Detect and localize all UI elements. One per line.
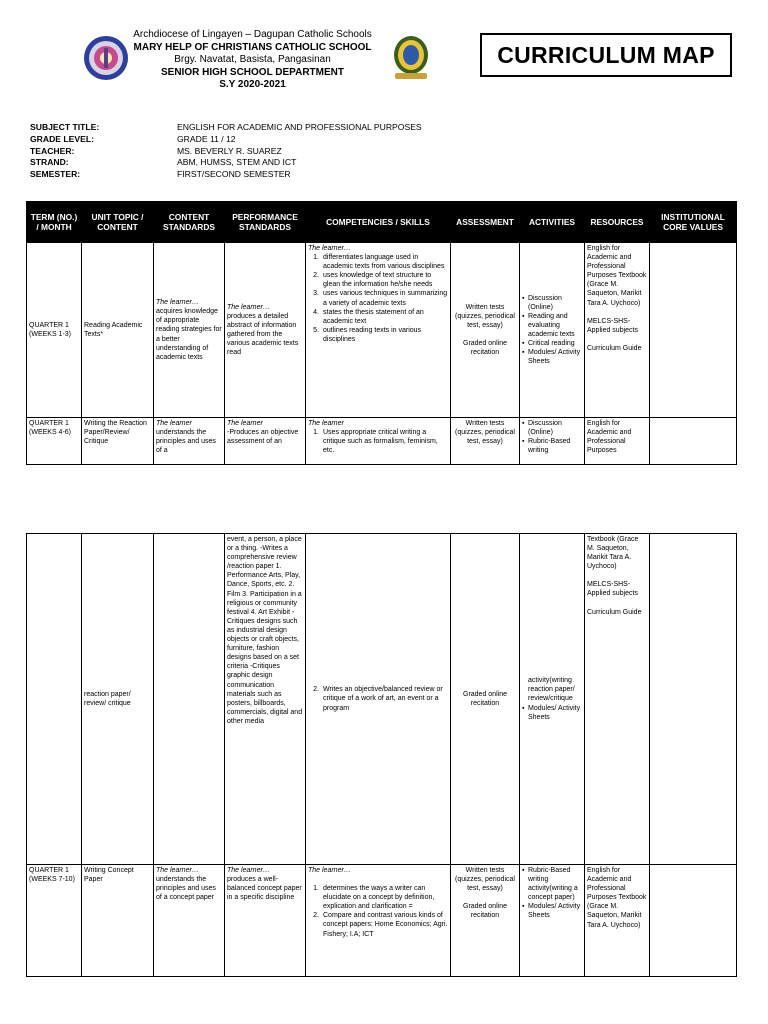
content-standards-cell: [154, 418, 225, 465]
activity-item: ▪ Rubric-Based writing activity(writing a concept paper): [522, 866, 582, 902]
meta-value: ABM, HUMSS, STEM AND ICT: [177, 157, 297, 168]
competency-item: 2. uses knowledge of text structure to glean the information he/she needs: [313, 272, 433, 289]
assessment-cell: [451, 243, 520, 418]
learner-intro: The learner…: [227, 303, 270, 311]
content-standards-cell: [154, 865, 225, 977]
learner-intro: The learner…: [227, 867, 270, 874]
subject-title-row: [30, 122, 480, 134]
meta-label: SEMESTER:: [30, 169, 81, 180]
performance-standards-cell: [225, 243, 306, 418]
department-name: SENIOR HIGH SCHOOL DEPARTMENT: [161, 66, 344, 78]
archdiocese-line: Archdiocese of Lingayen – Dagupan Catholic Schools: [133, 29, 372, 40]
standard-text: produces a well-balanced concept paper in a specific discipline: [227, 876, 302, 902]
meta-label: STRAND:: [30, 157, 69, 168]
resource-text: Textbook (Grace M. Saqueton, Marikit Tara A. Uychoco): [587, 536, 639, 571]
column-header: PERFORMANCE STANDARDS: [225, 202, 306, 243]
meta-value: FIRST/SECOND SEMESTER: [177, 169, 291, 180]
meta-value: GRADE 11 / 12: [177, 133, 236, 144]
column-header: CONTENT STANDARDS: [154, 202, 225, 243]
competency-item: 2. Writes an objective/balanced review or critique of a work of art, an event or a program: [313, 686, 443, 712]
resource-text: English for Academic and Professional Purposes Textbook (Grace M. Saqueton, Marikit Tara A. Uychoco): [587, 245, 647, 307]
table-header-row: [27, 202, 737, 243]
school-name: MARY HELP OF CHRISTIANS CATHOLIC SCHOOL: [133, 41, 372, 53]
term-cell: QUARTER 1 (WEEKS 1-3): [27, 243, 82, 418]
activity-item: ▪ Reading and evaluating academic texts: [522, 312, 582, 339]
core-values-cell: [650, 865, 737, 977]
activities-cell: [520, 865, 585, 977]
meta-value: ENGLISH FOR ACADEMIC AND PROFESSIONAL PURPOSES: [177, 122, 422, 132]
meta-label: GRADE LEVEL:: [30, 133, 94, 144]
competency-item: 1. Uses appropriate critical writing a critique such as formalism, feminism, etc.: [313, 429, 438, 455]
competencies-cell: [306, 418, 451, 465]
meta-label: SUBJECT TITLE:: [30, 122, 100, 132]
curriculum-table-page-1: [26, 201, 737, 465]
column-header: TERM (NO.) / MONTH: [27, 202, 82, 243]
competency-item: 2. Compare and contrast various kinds of concept papers: Home Economics; Agri. Fishery; I.A; ICT: [313, 912, 448, 938]
standard-text: produces a detailed abstract of information gathered from the various academic texts read: [227, 312, 299, 357]
topic-cell: Writing the Reaction Paper/Review/ Critique: [82, 418, 154, 465]
assessment-cell: Written tests (quizzes, periodical test, essay): [451, 418, 520, 465]
topic-cell: Reading Academic Texts*: [82, 243, 154, 418]
table-row: [27, 865, 737, 977]
standard-text: acquires knowledge of appropriate reading strategies for a better understanding of academic texts: [156, 308, 222, 361]
learner-intro: The learner…: [308, 867, 351, 874]
document-header: [0, 0, 768, 110]
competency-item: 3. uses various techniques in summarizing a variety of academic texts: [313, 290, 448, 307]
standard-text: -Produces an objective assessment of an: [227, 429, 299, 446]
content-standards-cell: [154, 243, 225, 418]
learner-intro: The learner…: [156, 867, 199, 874]
school-year: S.Y 2020-2021: [219, 79, 286, 90]
activities-cell: [520, 534, 585, 865]
performance-standards-cell: [225, 865, 306, 977]
competency-item: 5. outlines reading texts in various disciplines: [313, 326, 422, 343]
competency-item: 1. differentiates language used in academic texts from various disciplines: [313, 254, 445, 271]
activity-item: ▪ Discussion (Online): [522, 419, 582, 437]
activities-cell: [520, 418, 585, 465]
content-standards-cell: [154, 534, 225, 865]
column-header: COMPETENCIES / SKILLS: [306, 202, 451, 243]
curriculum-table-page-2: [26, 533, 737, 977]
meta-value: MS. BEVERLY R. SUAREZ: [177, 145, 282, 156]
resources-cell: English for Academic and Professional Purposes Textbook (Grace M. Saqueton, Marikit Tara A. Uychoco): [585, 865, 650, 977]
meta-label: TEACHER:: [30, 145, 75, 156]
activity-item: ▪ Rubric-Based writing: [522, 437, 582, 455]
assessment-text: Graded online recitation: [463, 340, 507, 357]
competency-item: 1. determines the ways a writer can elucidate on a concept by definition, explication and clarification =: [313, 885, 435, 911]
activity-item: ▪ Discussion (Online): [522, 294, 582, 312]
standard-text: understands the principles and uses of a: [156, 429, 216, 455]
resources-cell: English for Academic and Professional Purposes: [585, 418, 650, 465]
learner-intro: The learner: [156, 420, 192, 427]
page-title: CURRICULUM MAP: [480, 33, 732, 77]
term-cell: QUARTER 1 (WEEKS 4-6): [27, 418, 82, 465]
column-header: ASSESSMENT: [451, 202, 520, 243]
school-info: [125, 29, 380, 92]
resource-text: MELCS-SHS-Applied subjects: [587, 581, 638, 598]
resources-cell: [585, 534, 650, 865]
activity-item: ▪ Modules/ Activity Sheets: [522, 348, 582, 366]
school-seal-icon: [386, 33, 436, 83]
core-values-cell: [650, 418, 737, 465]
topic-cell: Writing Concept Paper: [82, 865, 154, 977]
assessment-text: Written tests (quizzes, periodical test, essay): [455, 867, 515, 893]
activity-continued: activity(writing reaction paper/ review/critique: [528, 677, 575, 703]
learner-intro: The learner…: [308, 245, 351, 252]
table-row: [27, 534, 737, 865]
column-header: ACTIVITIES: [520, 202, 585, 243]
competencies-cell: [306, 243, 451, 418]
assessment-text: Graded online recitation: [463, 903, 507, 920]
assessment-cell: Graded online recitation: [451, 534, 520, 865]
assessment-text: Written tests (quizzes, periodical test, essay): [455, 303, 515, 329]
learner-intro: The learner…: [156, 299, 199, 307]
grade-level-row: [30, 134, 480, 146]
activity-item: ▪ Modules/ Activity Sheets: [522, 704, 582, 722]
competencies-cell: [306, 865, 451, 977]
subject-info: [30, 122, 480, 181]
teacher-row: [30, 146, 480, 158]
learner-intro: The learner: [227, 420, 263, 427]
resource-text: MELCS-SHS-Applied subjects: [587, 317, 638, 334]
standard-text: understands the principles and uses of a concept paper: [156, 876, 216, 902]
archdiocese-seal-icon: [82, 34, 130, 82]
performance-standards-cell: [225, 418, 306, 465]
strand-row: [30, 157, 480, 169]
core-values-cell: [650, 534, 737, 865]
resource-text: Curriculum Guide: [587, 344, 642, 352]
column-header: RESOURCES: [585, 202, 650, 243]
competencies-cell: [306, 534, 451, 865]
semester-row: [30, 169, 480, 181]
table-row: [27, 243, 737, 418]
resource-text: Curriculum Guide: [587, 608, 642, 616]
school-address: Brgy. Navatat, Basista, Pangasinan: [174, 54, 331, 65]
core-values-cell: [650, 243, 737, 418]
performance-standards-cell: event, a person, a place or a thing. -Writes a comprehensive review /reaction paper 1. Performance Arts, Play, Dance, Sports, etc. 2. Film 3. Participation in a religious or community festival 4. Art Exhibit -Critiques designs such as industrial design objects or craft objects, furniture, fashion designs based on a set criteria -Critiques graphic design communication materials such as posters, billboards, commercials, digital and other media: [225, 534, 306, 865]
column-header: INSTITUTIONAL CORE VALUES: [650, 202, 737, 243]
competency-item: 4. states the thesis statement of an academic text: [313, 308, 424, 325]
topic-cell: reaction paper/ review/ critique: [82, 534, 154, 865]
term-cell: QUARTER 1 (WEEKS 7-10): [27, 865, 82, 977]
activities-cell: [520, 243, 585, 418]
resources-cell: [585, 243, 650, 418]
assessment-cell: [451, 865, 520, 977]
activity-item: ▪ Critical reading: [522, 339, 582, 348]
column-header: UNIT TOPIC / CONTENT: [82, 202, 154, 243]
activity-item: ▪ Modules/ Activity Sheets: [522, 902, 582, 920]
term-cell: [27, 534, 82, 865]
table-row: [27, 418, 737, 465]
learner-intro: The learner: [308, 420, 344, 427]
